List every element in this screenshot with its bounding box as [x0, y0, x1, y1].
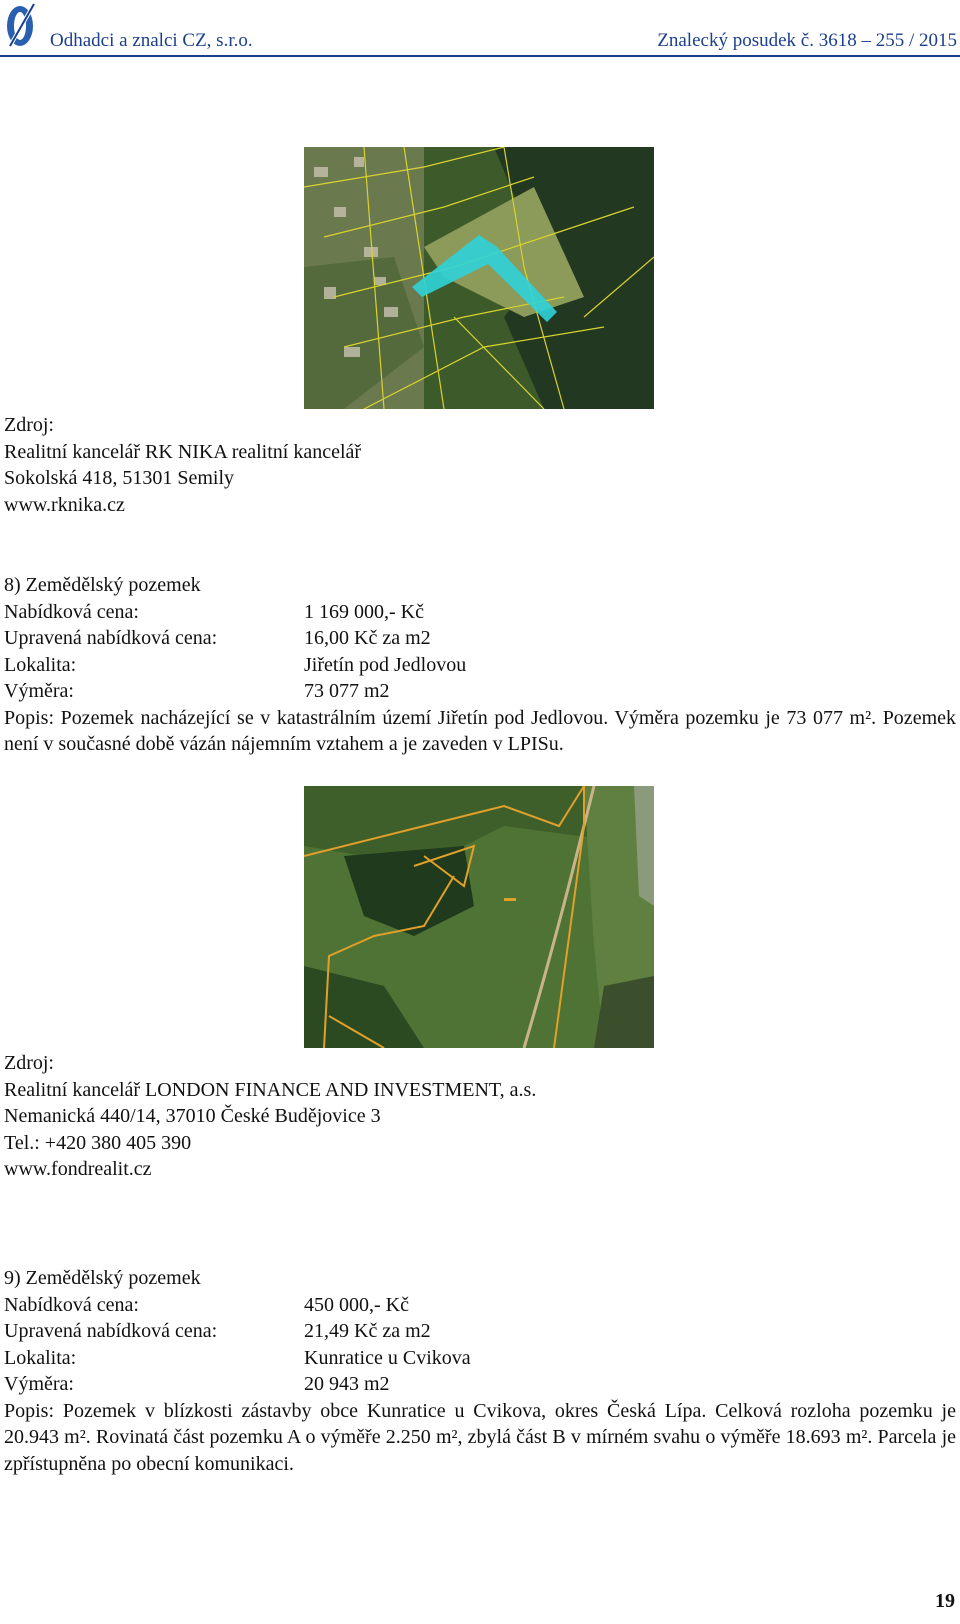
- adjusted-price-value: 21,49 Kč za m2: [304, 1320, 431, 1342]
- area-value: 20 943 m2: [304, 1373, 390, 1395]
- adjusted-price-label: Upravená nabídková cena:: [4, 627, 218, 649]
- listing-title: 8) Zemědělský pozemek: [4, 574, 201, 596]
- offer-price-label: Nabídková cena:: [4, 1293, 139, 1316]
- header-report-number: Znalecký posudek č. 3618 – 255 / 2015: [657, 30, 957, 51]
- location-label: Lokalita:: [4, 1346, 77, 1369]
- listing-description: Popis: Pozemek nacházející se v katastrálním území Jiřetín pod Jedlovou. Výměra pozemku je 73 077 m². Pozemek není v současné době vázán nájemním vztahem a je zaveden v LPISu.: [4, 706, 956, 755]
- source-address: Sokolská 418, 51301 Semily: [4, 467, 235, 489]
- company-logo-icon: [4, 2, 40, 48]
- offer-price-value: 450 000,- Kč: [304, 1293, 409, 1316]
- source-london-finance: [4, 1050, 536, 1183]
- header-company-name: Odhadci a znalci CZ, s.r.o.: [50, 30, 253, 51]
- source-address: Nemanická 440/14, 37010 České Budějovice 3: [4, 1105, 381, 1127]
- source-agency-name: Realitní kancelář LONDON FINANCE AND INVESTMENT, a.s.: [4, 1078, 537, 1101]
- source-agency-name: Realitní kancelář RK NIKA realitní kancelář: [4, 440, 362, 463]
- area-label: Výměra:: [4, 680, 74, 702]
- listing-9: [4, 1265, 956, 1477]
- source-label: Zdroj:: [4, 414, 54, 436]
- area-value: 73 077 m2: [304, 680, 390, 702]
- header-divider: [0, 55, 960, 57]
- listing-description: Popis: Pozemek v blízkosti zástavby obce Kunratice u Cvikova, okres Česká Lípa. Celková rozloha pozemku je 20.943 m². Rovinatá část pozemku A o výměře 2.250 m², zbylá část B v mírném svahu o výměře 18.693 m². Parcela je zpřístupněna po obecní komunikaci.: [4, 1399, 956, 1475]
- cadastral-map-aerial-icon: [304, 147, 654, 409]
- area-label: Výměra:: [4, 1373, 74, 1395]
- location-value: Jiřetín pod Jedlovou: [304, 653, 467, 676]
- listing-title: 9) Zemědělský pozemek: [4, 1267, 201, 1289]
- source-website: www.rknika.cz: [4, 493, 125, 516]
- offer-price-value: 1 169 000,- Kč: [304, 600, 424, 623]
- location-label: Lokalita:: [4, 653, 77, 676]
- source-rknika: [4, 412, 361, 518]
- adjusted-price-label: Upravená nabídková cena:: [4, 1320, 218, 1342]
- offer-price-label: Nabídková cena:: [4, 600, 139, 623]
- page-number: 19: [935, 1590, 955, 1612]
- source-website: www.fondrealit.cz: [4, 1158, 152, 1180]
- page-header: [0, 0, 960, 56]
- source-label: Zdroj:: [4, 1052, 54, 1074]
- aerial-photo-parcel-icon: [304, 786, 654, 1048]
- source-phone: Tel.: +420 380 405 390: [4, 1131, 192, 1154]
- listing-8: [4, 572, 956, 758]
- location-value: Kunratice u Cvikova: [304, 1346, 471, 1369]
- adjusted-price-value: 16,00 Kč za m2: [304, 627, 431, 649]
